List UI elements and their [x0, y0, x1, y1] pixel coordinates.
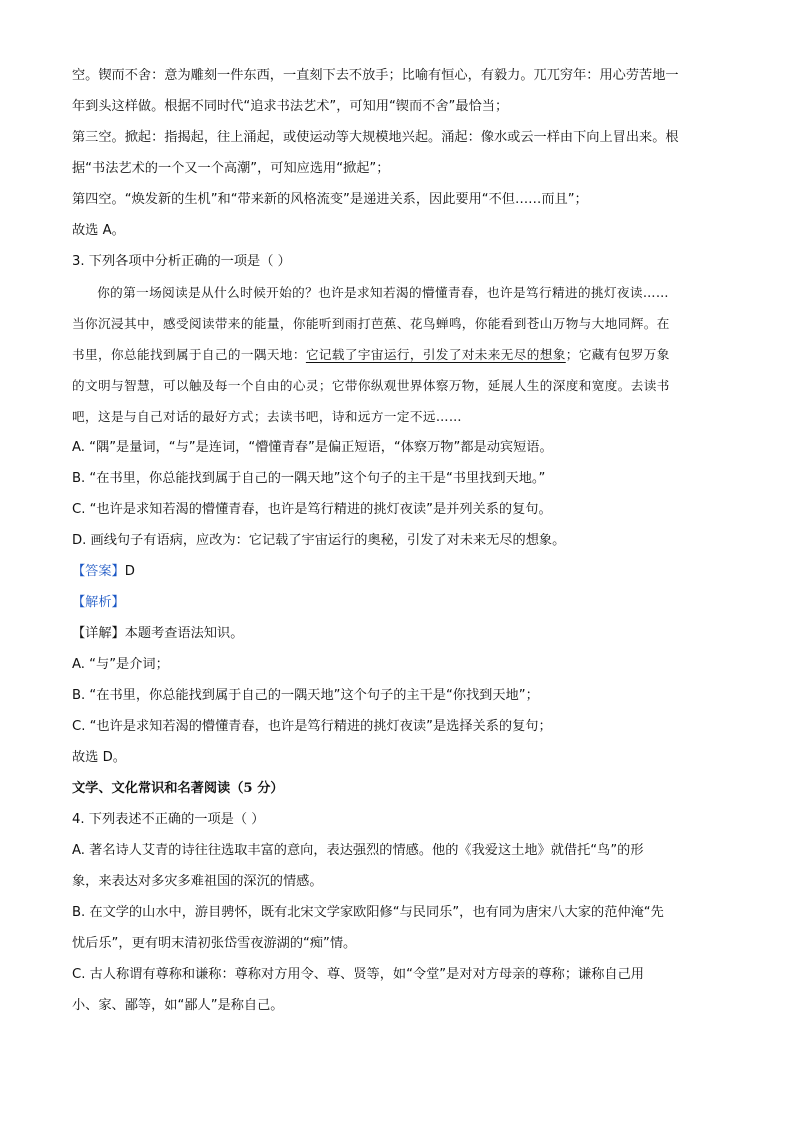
underlined-sentence: 它记载了宇宙运行，引发了对未来无尽的想象 — [305, 347, 566, 362]
passage-line: 吧，这是与自己对话的最好方式；去读书吧，诗和远方一定不远…… — [72, 409, 462, 424]
text-line: 据“书法艺术的一个又一个高潮”，可知应选用“掀起”； — [72, 161, 390, 176]
passage-line: 当你沉浸其中，感受阅读带来的能量，你能听到雨打芭蕉、花鸟蝉鸣，你能看到苍山万物与大地同辉。在 — [72, 316, 670, 331]
q4-option-c-cont: 小、家、鄙等，如“鄙人”是称自己。 — [72, 998, 284, 1013]
text-line: 年到头这样做。根据不同时代“追求书法艺术”，可知用“锲而不舍”最恰当； — [72, 99, 509, 114]
text-line: 第四空。“焕发新的生机”和“带来新的风格流变”是递进关系，因此要用“不但……而且”； — [72, 192, 588, 207]
passage-line — [72, 339, 722, 370]
analysis-item: A. “与”是介词； — [72, 657, 169, 672]
question-3-stem: 3. 下列各项中分析正确的一项是（ ） — [72, 254, 291, 269]
section-heading: 文学、文化常识和名著阅读（5 分） — [72, 781, 284, 796]
passage-line: 的文明与智慧，可以触及每一个自由的心灵；它带你纵观世界体察万物，延展人生的深度和宽度。去读书 — [72, 378, 670, 393]
passage-text: ；它藏有包罗万象 — [565, 347, 670, 362]
passage-line: 你的第一场阅读是从什么时候开始的？也许是求知若渴的懵懂青春，也许是笃行精进的挑灯夜读…… — [97, 285, 669, 300]
option-b: B. “在书里，你总能找到属于自己的一隅天地”这个句子的主干是“书里找到天地。” — [72, 471, 546, 486]
q4-option-a: A. 著名诗人艾青的诗往往选取丰富的意向，表达强烈的情感。他的《我爱这土地》就借托“鸟”的形 — [72, 843, 644, 858]
detail-label: 【详解】 — [72, 626, 125, 641]
reading-passage — [72, 277, 722, 432]
document-page — [72, 60, 722, 1021]
analysis-item: C. “也许是求知若渴的懵懂青春，也许是笃行精进的挑灯夜读”是选择关系的复句； — [72, 719, 552, 734]
option-c: C. “也许是求知若渴的懵懂青春，也许是笃行精进的挑灯夜读”是并列关系的复句。 — [72, 502, 552, 517]
detail-line — [72, 618, 722, 649]
option-a: A. “隅”是量词，“与”是连词，“懵懂青春”是偏正短语，“体察万物”都是动宾短语。 — [72, 440, 553, 455]
answer-line — [72, 556, 722, 587]
answer-value: D — [124, 564, 135, 579]
q4-option-b-cont: 忧后乐”，更有明末清初张岱雪夜游湖的“痴”情。 — [72, 936, 357, 951]
analysis-item: 故选 D。 — [72, 750, 126, 765]
detail-text: 本题考查语法知识。 — [124, 626, 244, 641]
answer-label: 【答案】 — [72, 564, 125, 579]
q4-option-c: C. 古人称谓有尊称和谦称：尊称对方用令、尊、贤等，如“令堂”是对对方母亲的尊称；谦称自己用 — [72, 967, 644, 982]
analysis-item: B. “在书里，你总能找到属于自己的一隅天地”这个句子的主干是“你找到天地”； — [72, 688, 539, 703]
option-d: D. 画线句子有语病，应改为：它记载了宇宙运行的奥秘，引发了对未来无尽的想象。 — [72, 533, 566, 548]
q4-option-b: B. 在文学的山水中，游目骋怀，既有北宋文学家欧阳修“与民同乐”，也有同为唐宋八大家的范仲淹“先 — [72, 905, 664, 920]
text-line: 故选 A。 — [72, 223, 125, 238]
passage-text: 书里，你总能找到属于自己的一隅天地： — [72, 347, 306, 362]
text-line: 空。锲而不舍：意为雕刻一件东西，一直刻下去不放手；比喻有恒心，有毅力。兀兀穷年：用心劳苦地一 — [72, 68, 679, 83]
question-4-stem: 4. 下列表述不正确的一项是（ ） — [72, 812, 265, 827]
analysis-label: 【解析】 — [72, 595, 125, 610]
q4-option-a-cont: 象，来表达对多灾多难祖国的深沉的情感。 — [72, 874, 323, 889]
analysis-line — [72, 587, 722, 618]
text-line: 第三空。掀起：指揭起，往上涌起，或使运动等大规模地兴起。涌起：像水或云一样由下向上冒出来。根 — [72, 130, 679, 145]
